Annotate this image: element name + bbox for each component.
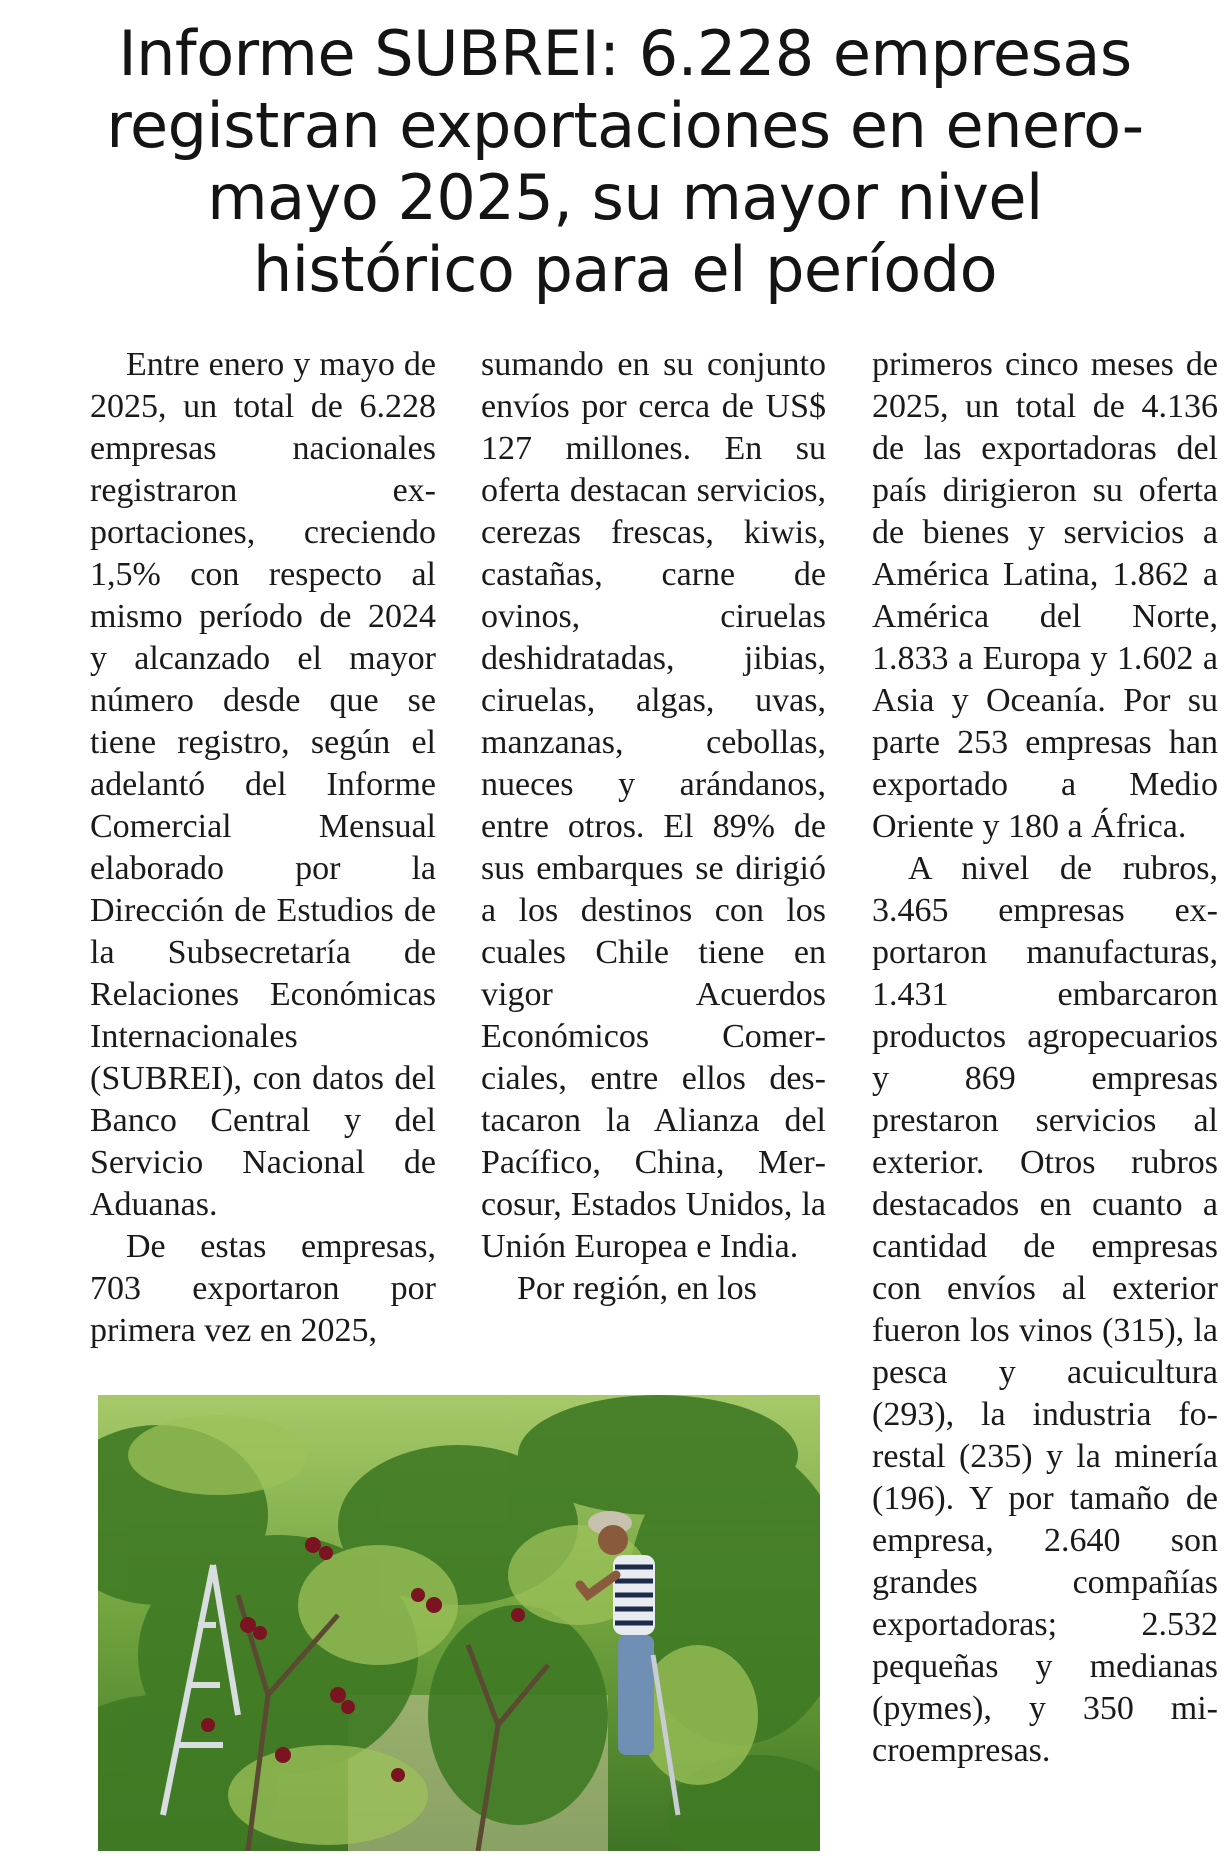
paragraph-by-region-continued: primeros cinco meses de 2025, un total de 4.136 de las exportadoras del país dirigieron su oferta de bienes y servicios a América Latina, 1.862 a América del Norte, 1.833 a Europa y 1.602 a Asia y Oceanía. Por su parte 253 empresas han exportado a Medio Oriente y 180 a África. — [872, 346, 1218, 845]
article-headline: Informe SUBREI: 6.228 empresas registran exportaciones en enero-mayo 2025, su mayor nivel histórico para el período — [106, 17, 1144, 306]
paragraph-by-region: Por región, en los — [517, 1270, 757, 1307]
article-column-3 — [872, 344, 1218, 1772]
orchard-illustration — [98, 1395, 820, 1851]
paragraph-by-sector: A nivel de rubros, 3.465 empresas exportaron manufacturas, 1.431 embarcaron productos agropecuarios y 869 empresas prestaron servicios al exterior. Otros rubros destacados en cuanto a cantidad de empresas con envíos al exterior fueron los vinos (315), la pesca y acuicultura (293), la industria forestal (235) y la minería (196). Y por tamaño de empresa, 2.640 son grandes compañías exportadoras; 2.532 pequeñas y medianas (pymes), y 350 microempresas. — [872, 850, 1218, 1769]
article-column-1 — [90, 344, 436, 1352]
paragraph-new-exporters: De estas empresas, 703 exportaron por primera vez en 2025, — [90, 1228, 436, 1349]
article-column-2 — [481, 344, 826, 1310]
paragraph-intro: Entre enero y mayo de 2025, un total de 6.228 empresas nacionales registraron exportaciones, creciendo 1,5% con respecto al mismo período de 2024 y alcanzado el mayor número desde que se tiene registro, según el adelantó del Informe Comercial Mensual elaborado por la Dirección de Estudios de la Subsecretaría de Relaciones Económicas Internacionales (SUBREI), con datos del Banco Central y del Servicio Nacional de Aduanas. — [90, 346, 436, 1223]
cherry-orchard-photo — [98, 1395, 820, 1851]
paragraph-new-exporters-continued: sumando en su conjunto envíos por cerca de US$ 127 millones. En su oferta destacan servicios, cerezas frescas, kiwis, castañas, carne de ovinos, ciruelas deshidratadas, jibias, ciruelas, algas, uvas, manzanas, cebollas, nueces y arándanos, entre otros. El 89% de sus embarques se dirigió a los destinos con los cuales Chile tiene en vigor Acuerdos Económicos Comerciales, entre ellos destacaron la Alianza del Pacífico, China, Mercosur, Estados Unidos, la Unión Europea e India. — [481, 346, 826, 1265]
